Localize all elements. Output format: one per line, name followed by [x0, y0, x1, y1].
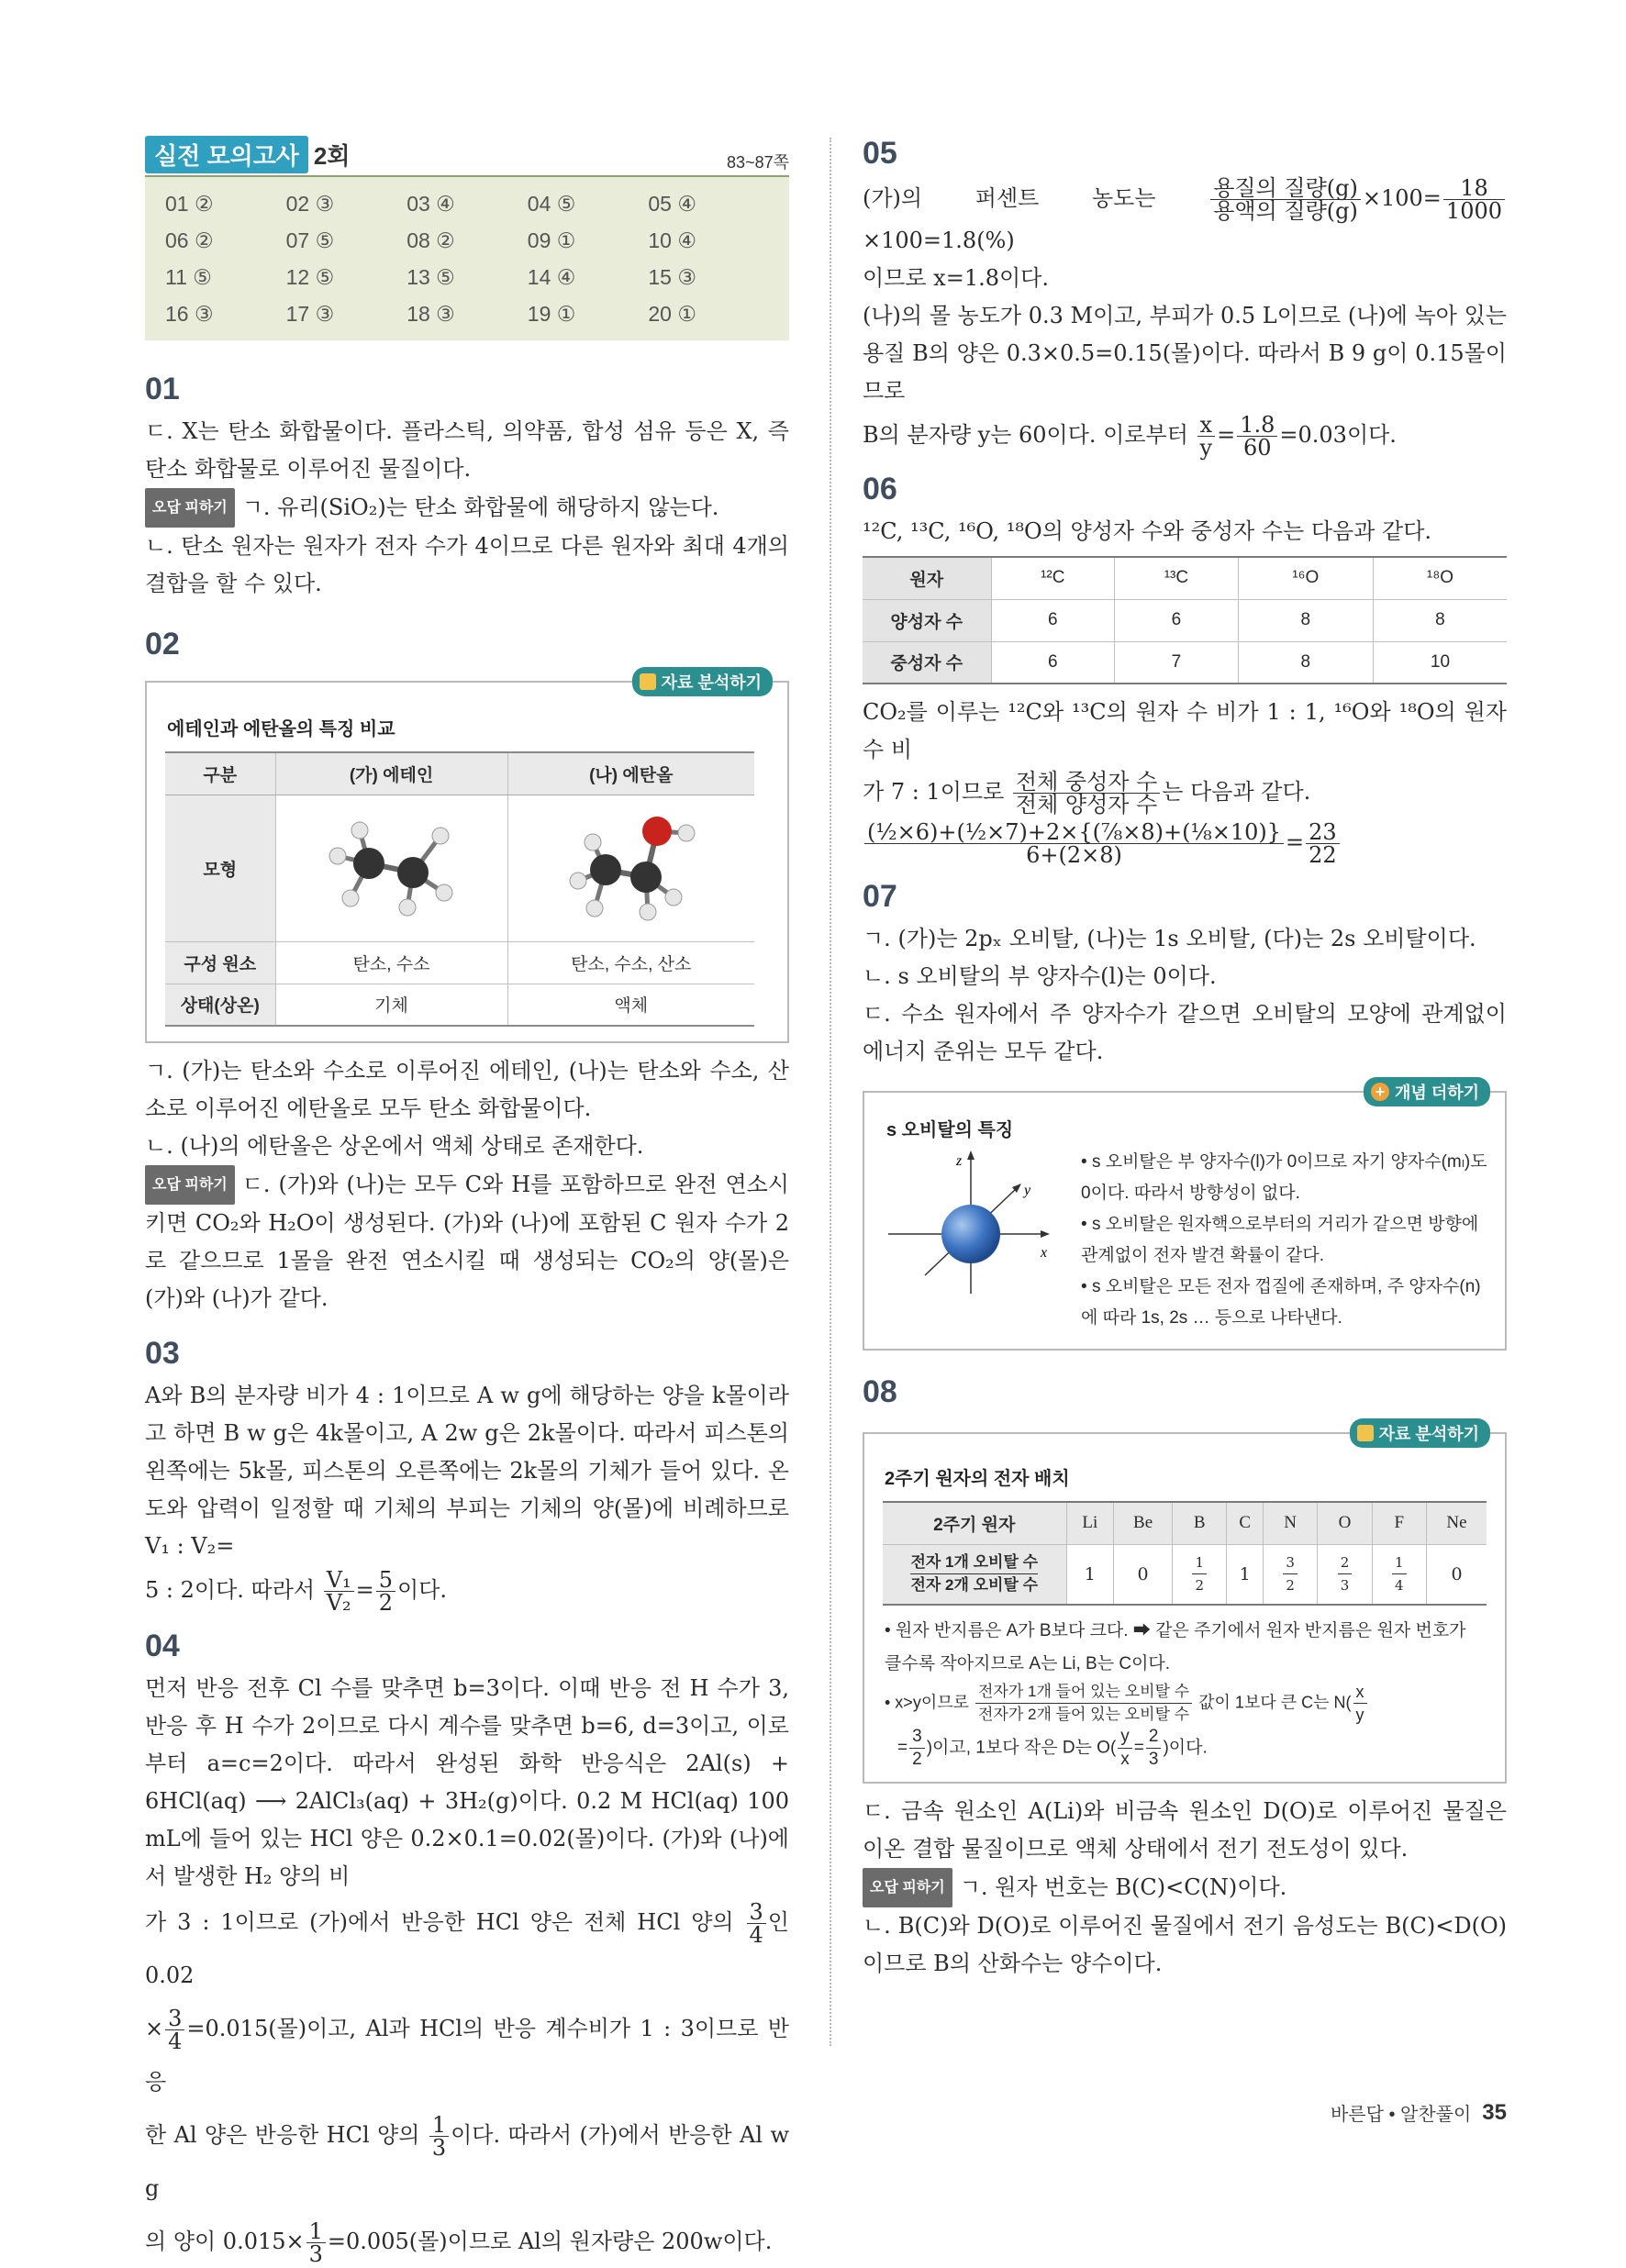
answer-item: 18 ③	[406, 302, 455, 326]
denominator: 22	[1309, 842, 1337, 868]
solution-text: CO₂를 이루는 ¹²C와 ¹³C의 원자 수 비가 1 : 1, ¹⁶O와 ¹⁸O의 원자 수 비	[863, 699, 1507, 762]
fraction	[1013, 771, 1160, 816]
answer-item: 15 ③	[648, 265, 696, 289]
box-title: 2주기 원자의 전자 배치	[885, 1469, 1070, 1489]
text-span: ×100=1.8(%)	[863, 228, 1015, 253]
data-analysis-box	[863, 1425, 1507, 1784]
solution-text-line: ㄱ. 유리(SiO₂)는 탄소 화합물에 해당하지 않는다.	[241, 495, 719, 520]
text-span: • x>y이므로	[885, 1693, 969, 1712]
table-header: 구분	[165, 752, 275, 795]
numerator: 18	[1443, 177, 1505, 200]
solution-text: A와 B의 분자량 비가 4 : 1이므로 A w g에 해당하는 양을 k몰이라고 하면 B w g은 4k몰이고, A 2w g은 2k몰이다. 따라서 피스톤의 왼쪽에는 5k몰, 피스톤의 오른쪽에는 2k몰의 기체가 들어 있다. 온도와 압력이 일정할 때 기체의 부피는 기체의 양(몰)에 비례하므로 V₁ : V₂=	[145, 1383, 789, 1559]
answer-item: 12 ⑤	[285, 265, 335, 289]
table-cell: 8	[1373, 599, 1507, 641]
answer-item: 16 ③	[165, 302, 214, 326]
text-span: =0.015(몰)이고, Al과 HCl의 반응 계수비가 1 : 3이므로 반응	[145, 2016, 789, 2095]
table-cell: 6	[991, 599, 1115, 641]
text-span: 가 3 : 1이므로 (가)에서 반응한 HCl 양은 전체 HCl 양의	[145, 1909, 734, 1935]
axis-x-label: x	[1041, 1245, 1048, 1261]
answer-item: 19 ①	[527, 302, 576, 326]
numerator: 2	[1338, 1551, 1353, 1574]
text-span: )이다.	[1163, 1738, 1208, 1758]
question-number: 01	[145, 372, 180, 406]
fraction	[864, 821, 1284, 866]
page-number: 35	[1482, 2099, 1507, 2125]
solution-text	[145, 1165, 789, 1317]
answer-item: 17 ③	[285, 302, 335, 326]
fraction	[324, 1569, 354, 1614]
question-number: 06	[863, 472, 897, 506]
concept-tag	[1364, 1077, 1490, 1106]
fraction	[1306, 821, 1340, 866]
solution-text: (나)의 몰 농도가 0.3 M이고, 부피가 0.5 L이므로 (나)에 녹아 있는 용질 B의 양은 0.3×0.5=0.15(몰)이다. 따라서 B 9 g이 0.15몰이므로	[863, 303, 1507, 404]
text-span: ×	[145, 2016, 164, 2041]
fraction	[1237, 414, 1277, 459]
table-cell	[1318, 1544, 1372, 1605]
solution-text: ㄱ. (가)는 2pₓ 오비탈, (나)는 1s 오비탈, (다)는 2s 오비탈이다.	[863, 926, 1476, 951]
denominator: 4	[168, 2029, 183, 2054]
denominator: 전체 양성자 수	[1015, 792, 1158, 817]
fraction	[747, 1901, 766, 1946]
numerator: 전체 중성자 수	[1013, 771, 1160, 794]
fraction	[1443, 177, 1505, 222]
solution-text: ¹²C, ¹³C, ¹⁶O, ¹⁸O의 양성자 수와 중성자 수는 다음과 같다.	[863, 518, 1432, 544]
numerator: V₁	[324, 1569, 354, 1592]
numerator: 1	[306, 2220, 326, 2243]
answer-item: 06 ②	[165, 228, 214, 252]
denominator: y	[1355, 1706, 1364, 1724]
table-cell: 10	[1373, 641, 1507, 684]
ethane-model	[275, 795, 507, 941]
isotope-table	[863, 556, 1507, 684]
denominator: 3	[1340, 1577, 1350, 1595]
bullet-item	[885, 1681, 1485, 1726]
ethanol-molecule-image	[558, 806, 705, 925]
bullet-item: • s 오비탈은 모든 전자 껍질에 존재하며, 주 양자수(n)에 따라 1s, 2s … 등으로 나타낸다.	[1081, 1277, 1481, 1328]
answer-item: 08 ②	[406, 228, 455, 252]
element-header: N	[1263, 1502, 1317, 1544]
table-cell: 6	[1115, 599, 1239, 641]
denominator: 3	[308, 2241, 323, 2267]
numerator: x	[1197, 414, 1216, 437]
numerator: 1.8	[1237, 414, 1277, 437]
denominator: 2	[1195, 1577, 1204, 1595]
denominator: 3	[431, 2135, 447, 2161]
denominator: 2	[1286, 1577, 1295, 1595]
table-cell: 1	[1066, 1544, 1114, 1605]
element-header: Li	[1066, 1502, 1114, 1544]
text-span: 이다.	[397, 1577, 448, 1603]
bullet-item: • s 오비탈은 원자핵으로부터의 거리가 같으면 방향에 관계없이 전자 발견 확률이 같다.	[1081, 1215, 1479, 1265]
numerator: y	[1118, 1726, 1132, 1749]
text-span: =	[1217, 422, 1236, 448]
numerator: 2	[1146, 1726, 1162, 1749]
box-title: 에테인과 에탄올의 특징 비교	[167, 719, 395, 739]
numerator: 1	[1392, 1551, 1407, 1574]
element-header: Ne	[1427, 1502, 1487, 1544]
row-label: 중성자 수	[863, 641, 991, 684]
footer-label: 바른답 • 알찬풀이	[1330, 2105, 1472, 2125]
row-label: 모형	[165, 795, 275, 941]
table-cell: 7	[1115, 641, 1239, 684]
table-cell: 탄소, 수소	[275, 941, 507, 984]
solution-text: 이므로 x=1.8이다.	[863, 265, 1049, 291]
data-analysis-tag	[1350, 1418, 1490, 1448]
table-cell: 8	[1238, 641, 1373, 684]
numerator: x	[1353, 1681, 1367, 1704]
column-divider	[830, 138, 831, 2046]
box-title: s 오비탈의 특징	[886, 1120, 1014, 1140]
bullet-item	[885, 1726, 1485, 1771]
text-span: 는 다음과 같다.	[1162, 779, 1311, 805]
avoid-mistake-badge: 오답 피하기	[145, 1165, 235, 1205]
table-cell	[1173, 1544, 1227, 1605]
bullet-item: • 원자 반지름은 A가 B보다 크다. ➡ 같은 주기에서 원자 반지름은 원자 번호가 클수록 작아지므로 A는 Li, B는 C이다.	[885, 1621, 1466, 1673]
magnifier-icon	[640, 673, 656, 690]
analysis-bullets	[885, 1615, 1485, 1771]
plus-icon: +	[1371, 1083, 1389, 1101]
axis-y-label: y	[1024, 1183, 1031, 1198]
s-orbital-bullets	[1081, 1147, 1490, 1334]
denominator: 2	[912, 1750, 922, 1769]
electron-config-table	[883, 1501, 1487, 1606]
numerator: 5	[376, 1569, 395, 1592]
question-number: 05	[863, 136, 897, 171]
solution-text	[863, 177, 1507, 260]
avoid-mistake-badge: 오답 피하기	[145, 488, 235, 528]
answer-key-round: 2회	[313, 142, 351, 170]
right-column	[863, 136, 1507, 1983]
denominator: 4	[1395, 1577, 1404, 1595]
fraction	[306, 2220, 326, 2265]
text-span: 가 7 : 1이므로	[863, 779, 1005, 805]
table-cell: 6	[991, 641, 1115, 684]
solution-text	[863, 771, 1507, 816]
solution-text: ㄷ. X는 탄소 화합물이다. 플라스틱, 의약품, 합성 섬유 등은 X, 즉 탄소 화합물로 이루어진 물질이다.	[145, 418, 789, 482]
table-header: ¹³C	[1115, 557, 1239, 599]
denominator: 3	[1148, 1750, 1159, 1769]
question-number: 08	[863, 1374, 897, 1409]
solution-text: ㄴ. s 오비탈의 부 양자수(l)는 0이다.	[863, 963, 1217, 989]
text-span: 값이 1보다 큰 C는 N(	[1198, 1693, 1352, 1712]
question-number: 07	[863, 879, 897, 914]
ethane-molecule-image	[323, 810, 461, 920]
text-span: =0.03이다.	[1279, 422, 1397, 448]
table-cell: 탄소, 수소, 산소	[507, 941, 754, 984]
answer-item: 09 ①	[527, 228, 576, 252]
ethanol-model	[507, 795, 754, 941]
solution-text	[863, 1868, 1507, 1907]
table-cell: 1	[1227, 1544, 1264, 1605]
axis-z-label: z	[956, 1153, 963, 1169]
answer-item: 04 ⑤	[527, 192, 576, 216]
text-span: ×100=	[1362, 185, 1442, 211]
numerator: 3	[1283, 1551, 1297, 1574]
table-header: (가) 에테인	[275, 752, 507, 795]
solution-text: ㄱ. (가)는 탄소와 수소로 이루어진 에테인, (나)는 탄소와 수소, 산소로 이루어진 에탄올로 모두 탄소 화합물이다.	[145, 1058, 789, 1121]
data-analysis-tag	[632, 667, 773, 696]
equation: $\frac{\text{(½×6)+(½×7)+2×\{(⅞×8)+(⅛×10)\}}}{6+(2\times 8)}$ = $\frac{23}{22}$	[863, 821, 1507, 866]
table-cell: 0	[1427, 1544, 1487, 1605]
solution-text: ㄴ. 탄소 원자는 원자가 전자 수가 4이므로 다른 원자와 최대 4개의 결합을 할 수 있다.	[145, 533, 789, 596]
row-label	[883, 1544, 1066, 1605]
text-span: 이다. 따라서 (가)에서 반응한 Al w g	[145, 2122, 790, 2201]
avoid-mistake-badge: 오답 피하기	[863, 1868, 952, 1907]
answer-item: 05 ④	[648, 192, 696, 216]
page-footer	[1331, 2099, 1507, 2126]
text-span: =	[897, 1738, 908, 1758]
answer-item: 13 ⑤	[406, 265, 455, 289]
solution-text-line: ㄱ. 원자 번호는 B(C)<C(N)이다.	[959, 1874, 1287, 1900]
question-number: 03	[145, 1336, 180, 1371]
text-span: =	[355, 1577, 374, 1603]
answer-item: 10 ④	[648, 228, 696, 252]
row-label: 양성자 수	[863, 599, 991, 641]
numerator: 3	[747, 1901, 766, 1924]
denominator: 용액의 질량(g)	[1213, 198, 1358, 224]
text-span: 5 : 2이다. 따라서	[145, 1577, 316, 1603]
solution-text: ㄴ. B(C)와 D(O)로 이루어진 물질에서 전기 음성도는 B(C)<D(O)이므로 B의 산화수는 양수이다.	[863, 1913, 1507, 1976]
text-span: )이고, 1보다 작은 D는 O(	[926, 1738, 1117, 1758]
numerator: 1	[1192, 1551, 1207, 1574]
denominator: 6+(2×8)	[1026, 842, 1122, 868]
text-span: 인 0.02	[145, 1909, 789, 1988]
denominator: 60	[1243, 435, 1272, 461]
numerator: 23	[1306, 821, 1340, 844]
table-cell: 0	[1114, 1544, 1173, 1605]
denominator: 전자가 2개 들어 있는 오비탈 수	[978, 1706, 1190, 1723]
comparison-table	[165, 751, 754, 1027]
answer-key	[145, 136, 789, 340]
numerator: 전자가 1개 들어 있는 오비탈 수	[975, 1681, 1192, 1704]
table-header: (나) 에탄올	[507, 752, 754, 795]
tag-label: 자료 분석하기	[1378, 1425, 1479, 1443]
element-header: O	[1318, 1502, 1372, 1544]
numerator: 용질의 질량(g)	[1210, 177, 1361, 200]
row-label-top: 전자 1개 오비탈 수	[910, 1551, 1038, 1574]
table-cell	[1372, 1544, 1426, 1605]
answer-item: 14 ④	[527, 265, 576, 289]
bullet-item: • s 오비탈은 부 양자수(l)가 0이므로 자기 양자수(mₗ)도 0이다. 따라서 방향성이 없다.	[1081, 1152, 1487, 1203]
table-cell: 기체	[275, 984, 507, 1026]
table-header: 원자	[863, 557, 991, 599]
answer-grid	[145, 177, 789, 340]
text-span: (가)의 퍼센트 농도는	[863, 185, 1156, 211]
answer-item: 01 ②	[165, 192, 214, 216]
solution-text: ㄴ. (나)의 에탄올은 상온에서 액체 상태로 존재한다.	[145, 1133, 644, 1159]
solution-text	[863, 414, 1507, 459]
bullet-text: s 오비탈은 모든 전자 껍질에 존재하며, 주 양자수(n)에 따라 1s, 2s … 등으로 나타낸다.	[1081, 1277, 1481, 1328]
table-header: ¹²C	[991, 557, 1115, 599]
answer-item: 03 ④	[406, 192, 455, 216]
s-orbital-diagram	[879, 1147, 1063, 1303]
table-cell: 8	[1238, 599, 1373, 641]
answer-key-pages: 83~87쪽	[727, 153, 789, 172]
tag-label: 개념 더하기	[1395, 1084, 1479, 1102]
table-cell: 액체	[507, 984, 754, 1026]
text-span: 한 Al 양은 반응한 HCl 양의	[145, 2122, 420, 2148]
fraction	[429, 2114, 449, 2159]
denominator: 2	[378, 1590, 394, 1616]
fraction	[1210, 177, 1361, 222]
tag-label: 자료 분석하기	[661, 673, 762, 692]
denominator: V₂	[326, 1590, 351, 1616]
element-header: B	[1173, 1502, 1227, 1544]
table-header: 2주기 원자	[883, 1502, 1066, 1544]
row-label: 상태(상온)	[165, 984, 275, 1026]
fraction	[165, 2007, 184, 2052]
numerator: 3	[909, 1726, 925, 1749]
concept-box	[863, 1083, 1507, 1351]
numerator: 3	[165, 2007, 184, 2030]
denominator: 4	[749, 1922, 763, 1948]
table-cell	[1263, 1544, 1317, 1605]
answer-key-badge: 실전 모의고사	[145, 136, 308, 173]
fraction	[376, 1569, 395, 1614]
answer-item: 07 ⑤	[285, 228, 335, 252]
element-header: C	[1227, 1502, 1264, 1544]
numerator: (½×6)+(½×7)+2×{(⅞×8)+(⅛×10)}	[864, 821, 1284, 844]
question-number: 02	[145, 627, 180, 662]
fraction	[1197, 414, 1216, 459]
answer-item: 02 ③	[285, 192, 335, 216]
left-column	[145, 136, 789, 2268]
answer-item: 11 ⑤	[165, 265, 212, 289]
solution-text	[145, 488, 789, 528]
bullet-text: s 오비탈은 부 양자수(l)가 0이므로 자기 양자수(mₗ)도 0이다. 따라서 방향성이 없다.	[1081, 1152, 1487, 1203]
data-analysis-box	[145, 673, 789, 1043]
element-header: F	[1372, 1502, 1426, 1544]
row-label: 구성 원소	[165, 941, 275, 984]
table-header: ¹⁸O	[1373, 557, 1507, 599]
table-header: ¹⁶O	[1238, 557, 1373, 599]
solution-text	[145, 1569, 789, 1614]
solution-text-line: ㄷ. (가)와 (나)는 모두 C와 H를 포함하므로 완전 연소시키면 CO₂와 H₂O이 생성된다. (가)와 (나)에 포함된 C 원자 수가 2로 같으므로 1몰을 완전 연소시킬 때 생성되는 CO₂의 양(몰)은 (가)와 (나)가 같다.	[145, 1172, 789, 1311]
magnifier-icon	[1357, 1425, 1374, 1441]
solution-text	[145, 1896, 789, 2268]
numerator: 1	[429, 2114, 449, 2137]
solution-text: 먼저 반응 전후 Cl 수를 맞추면 b=3이다. 이때 반응 전 H 수가 3, 반응 후 H 수가 2이므로 다시 계수를 맞추면 b=6, d=3이고, 이로부터 a=c=2이다. 따라서 완성된 화학 반응식은 2Al(s) + 6HCl(aq) ⟶ 2AlCl₃(aq) + 3H₂(g)이다. 0.2 M HCl(aq) 100 mL에 들어 있는 HCl 양은 0.2×0.1=0.02(몰)이다. (가)와 (나)에서 발생한 H₂ 양의 비	[145, 1675, 789, 1889]
denominator: 1000	[1445, 198, 1502, 224]
solution-text: ㄷ. 수소 원자에서 주 양자수가 같으면 오비탈의 모양에 관계없이 에너지 준위는 모두 같다.	[863, 1001, 1507, 1064]
row-label-bottom: 전자 2개 오비탈 수	[910, 1576, 1039, 1595]
answer-item: 20 ①	[648, 302, 696, 326]
text-span: 의 양이 0.015×	[145, 2229, 305, 2254]
solution-text: ㄷ. 금속 원소인 A(Li)와 비금속 원소인 D(O)로 이루어진 물질은 이온 결합 물질이므로 액체 상태에서 전기 전도성이 있다.	[863, 1798, 1507, 1862]
bullet-text: s 오비탈은 원자핵으로부터의 거리가 같으면 방향에 관계없이 전자 발견 확률이 같다.	[1081, 1215, 1479, 1265]
text-span: =0.005(몰)이므로 Al의 원자량은 200w이다.	[327, 2229, 773, 2254]
question-number: 04	[145, 1629, 180, 1663]
denominator: y	[1199, 435, 1213, 461]
text-span: =	[1133, 1738, 1144, 1758]
element-header: Be	[1114, 1502, 1173, 1544]
denominator: x	[1120, 1750, 1130, 1769]
text-span: B의 분자량 y는 60이다. 이로부터	[863, 422, 1188, 448]
